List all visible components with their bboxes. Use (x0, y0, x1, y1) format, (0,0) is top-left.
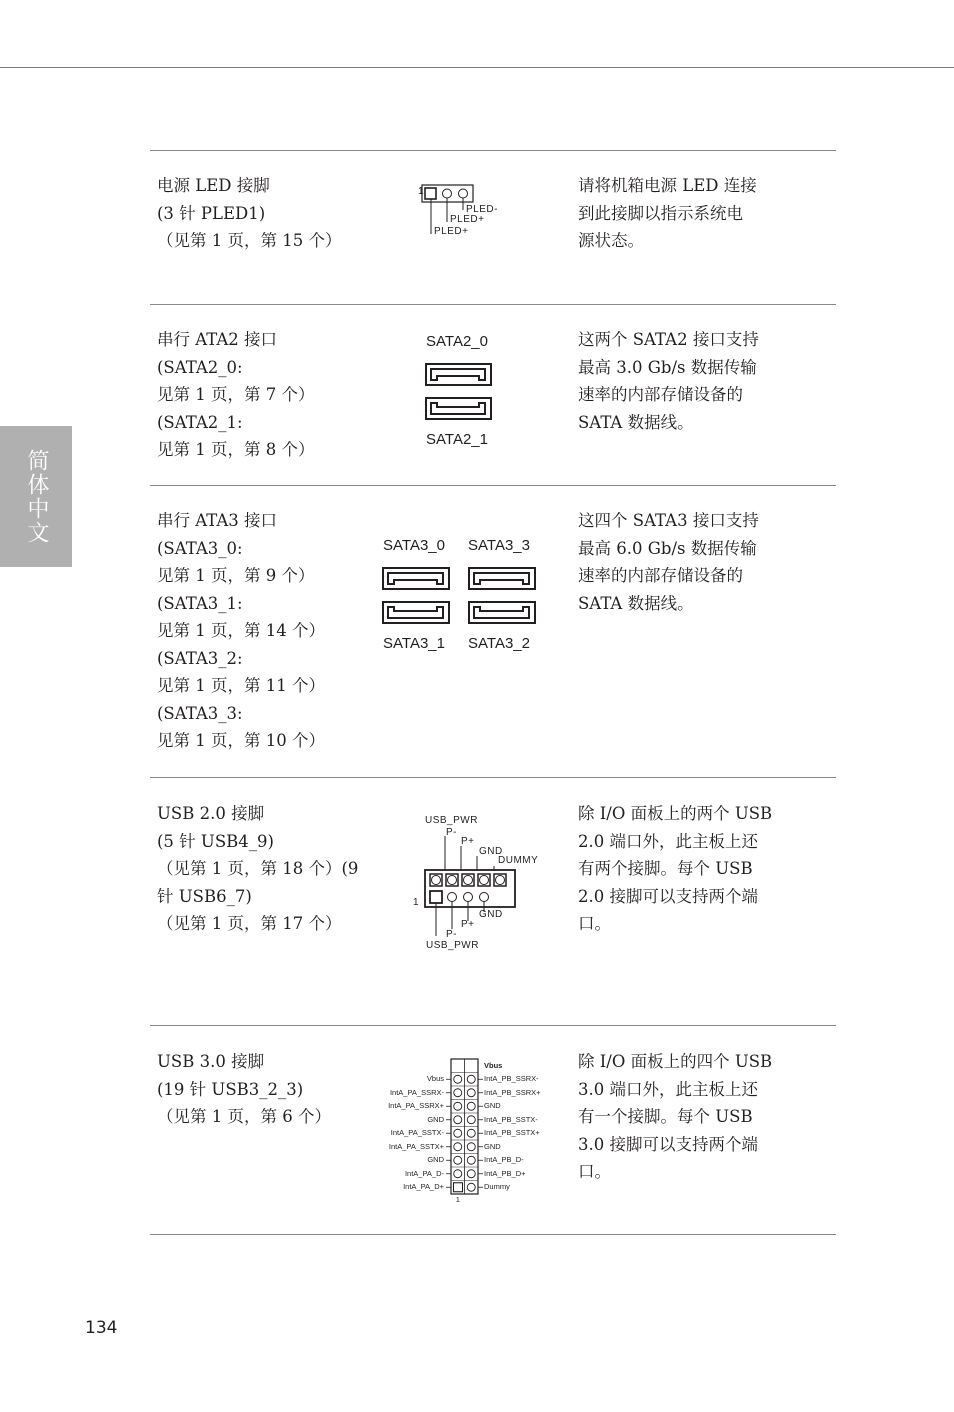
usb2-pin-label: DUMMY (498, 855, 539, 866)
section-divider (150, 304, 836, 305)
usb3-left-pin-label: IntA_PA_D- (404, 1168, 444, 1178)
pled-pin-label: PLED- (466, 204, 498, 215)
usb3-right-pin-label: IntA_PB_D+ (484, 1168, 526, 1178)
usb3-right-pin-label: GND (484, 1101, 501, 1111)
text-line: 最高 3.0 Gb/s 数据传输 (578, 357, 757, 377)
text-line: SATA 数据线。 (578, 593, 694, 613)
usb3-pin (454, 1129, 462, 1137)
usb3-pin (467, 1075, 475, 1083)
usb3-header-diagram (380, 1057, 560, 1207)
text-line: （见第 1 页，第 6 个） (157, 1107, 331, 1126)
text-line: 见第 1 页，第 8 个） (157, 440, 315, 459)
text-line: 速率的内部存储设备的 (578, 385, 743, 404)
usb3-pin (454, 1075, 462, 1083)
usb3-right-pin-label: IntA_PB_SSRX+ (484, 1087, 541, 1097)
usb3-pin (454, 1089, 462, 1097)
sata2-description (157, 326, 362, 464)
text-line: 3.0 端口外，此主板上还 (578, 1079, 758, 1099)
text-line: 针 USB6_7) (157, 886, 252, 906)
usb3-right-pin-label: IntA_PB_SSRX- (484, 1074, 539, 1084)
usb2-pin-label: USB_PWR (426, 940, 479, 951)
sata3-2-label: SATA3_2 (468, 635, 530, 652)
usb3-right-pin-label: IntA_PB_SSTX+ (484, 1128, 540, 1138)
text-line: （见第 1 页，第 17 个） (157, 914, 342, 933)
usb3-pin (454, 1102, 462, 1110)
usb3-pin (467, 1116, 475, 1124)
language-tab-label: 简体中文 (24, 448, 49, 545)
text-line: 有两个接脚。每个 USB (578, 859, 753, 878)
section-divider (150, 485, 836, 486)
text-line: 有一个接脚。每个 USB (578, 1107, 753, 1126)
usb3-left-pin-label: IntA_PA_D+ (403, 1182, 444, 1192)
usb3-pin (454, 1156, 462, 1164)
usb2-pin-label: GND (479, 909, 503, 920)
page-number: 134 (85, 1318, 118, 1338)
usb3-pin (454, 1170, 462, 1178)
usb3-pin (467, 1129, 475, 1137)
pled-explanation (578, 172, 778, 255)
sata2-connectors-diagram (425, 363, 493, 421)
text-line: (19 针 USB3_2_3) (157, 1079, 304, 1099)
usb3-right-pin-label: Vbus (484, 1060, 503, 1070)
text-line: (SATA2_0: (157, 357, 243, 377)
text-line: (SATA2_1: (157, 412, 243, 432)
usb3-right-pin-label: IntA_PB_D- (484, 1155, 524, 1165)
sata3-0-label: SATA3_0 (383, 537, 445, 554)
usb3-left-pin-label: GND (427, 1114, 444, 1124)
pled-pin-label: PLED+ (434, 226, 469, 237)
usb3-right-pin-label: IntA_PB_SSTX- (484, 1114, 538, 1124)
section-divider (150, 1025, 836, 1026)
usb3-left-pin-label: IntA_PA_SSRX- (389, 1087, 444, 1097)
usb2-pin-label: P- (446, 929, 457, 940)
usb2-pin-label: GND (479, 846, 503, 857)
usb2-pin1-label: 1 (413, 897, 420, 908)
usb3-right-pin-label: Dummy (484, 1182, 510, 1192)
usb3-pin (467, 1170, 475, 1178)
text-line: (SATA3_1: (157, 593, 243, 613)
text-line: （见第 1 页，第 18 个）(9 (157, 859, 359, 878)
text-line: 源状态。 (578, 231, 644, 250)
usb3-left-pin-label: GND (427, 1155, 444, 1165)
pled-description (157, 172, 362, 255)
usb3-pin1-square (454, 1183, 463, 1192)
text-line: (5 针 USB4_9) (157, 831, 274, 851)
usb3-pin (467, 1102, 475, 1110)
pled-title: 电源 LED 接脚 (157, 176, 270, 195)
text-line: 见第 1 页，第 7 个） (157, 385, 315, 404)
usb3-pin (467, 1143, 475, 1151)
sata2-1-label: SATA2_1 (426, 431, 488, 448)
text-line: 口。 (578, 1162, 611, 1181)
text-line: 除 I/O 面板上的两个 USB (578, 804, 773, 823)
text-line: (SATA3_0: (157, 538, 243, 558)
text-line: 见第 1 页，第 11 个） (157, 676, 325, 695)
usb3-pin (467, 1183, 475, 1191)
usb3-left-pin-label: IntA_PA_SSRX+ (388, 1101, 444, 1111)
text-line: SATA 数据线。 (578, 412, 694, 432)
text-line: 口。 (578, 914, 611, 933)
usb3-left-pin-label: IntA_PA_SSTX+ (388, 1141, 444, 1151)
text-line: 这两个 SATA2 接口支持 (578, 330, 759, 349)
text-line: 见第 1 页，第 10 个） (157, 731, 325, 750)
usb3-pin1-label: 1 (455, 1195, 460, 1204)
usb3-title: USB 3.0 接脚 (157, 1052, 265, 1071)
usb2-pin-label: USB_PWR (425, 815, 478, 826)
text-line: 3.0 接脚可以支持两个端 (578, 1134, 758, 1154)
usb2-pin-label: P+ (461, 919, 475, 930)
text-line: 速率的内部存储设备的 (578, 566, 743, 585)
usb2-title: USB 2.0 接脚 (157, 804, 265, 823)
usb2-pin-label: P+ (461, 836, 475, 847)
usb3-left-pin-label: IntA_PA_SSTX- (390, 1128, 444, 1138)
usb2-description (157, 800, 362, 938)
sata3-3-label: SATA3_3 (468, 537, 530, 554)
usb3-description (157, 1048, 362, 1131)
text-line: 到此接脚以指示系统电 (578, 203, 743, 223)
sata3-title: 串行 ATA3 接口 (157, 511, 278, 530)
text-line: 2.0 接脚可以支持两个端 (578, 886, 758, 906)
usb3-right-pin-label: GND (484, 1141, 501, 1151)
text-line: 见第 1 页，第 9 个） (157, 566, 315, 585)
text-line: 这四个 SATA3 接口支持 (578, 511, 759, 530)
usb3-explanation (578, 1048, 778, 1186)
text-line: 除 I/O 面板上的四个 USB (578, 1052, 773, 1071)
usb3-pin (467, 1156, 475, 1164)
text-line: (SATA3_2: (157, 648, 243, 668)
sata3-explanation (578, 507, 778, 617)
pled-pin-info: (3 针 PLED1) (157, 203, 266, 223)
usb3-pin (454, 1143, 462, 1151)
text-line: 请将机箱电源 LED 连接 (578, 176, 757, 195)
usb3-left-pin-label: Vbus (426, 1074, 444, 1084)
sata3-description (157, 507, 362, 755)
text-line: 最高 6.0 Gb/s 数据传输 (578, 538, 757, 558)
text-line: 2.0 端口外，此主板上还 (578, 831, 758, 851)
section-divider (150, 1234, 836, 1235)
text-line: (SATA3_3: (157, 703, 243, 723)
pled-pin-label: PLED+ (450, 214, 485, 225)
section-divider (150, 777, 836, 778)
pled-page-ref: （见第 1 页，第 15 个） (157, 231, 342, 250)
sata3-connectors-diagram (382, 567, 538, 625)
usb3-pin (454, 1116, 462, 1124)
usb2-explanation (578, 800, 778, 938)
language-side-tab (0, 426, 72, 567)
sata2-explanation (578, 326, 778, 436)
text-line: 见第 1 页，第 14 个） (157, 621, 325, 640)
top-rule (0, 67, 954, 68)
usb3-pin (467, 1089, 475, 1097)
sata3-1-label: SATA3_1 (383, 635, 445, 652)
sata2-0-label: SATA2_0 (426, 333, 488, 350)
sata2-title: 串行 ATA2 接口 (157, 330, 278, 349)
usb2-pin-label: P- (446, 827, 457, 838)
pled-pin1-label: 1 (418, 186, 425, 197)
section-divider (150, 150, 836, 151)
